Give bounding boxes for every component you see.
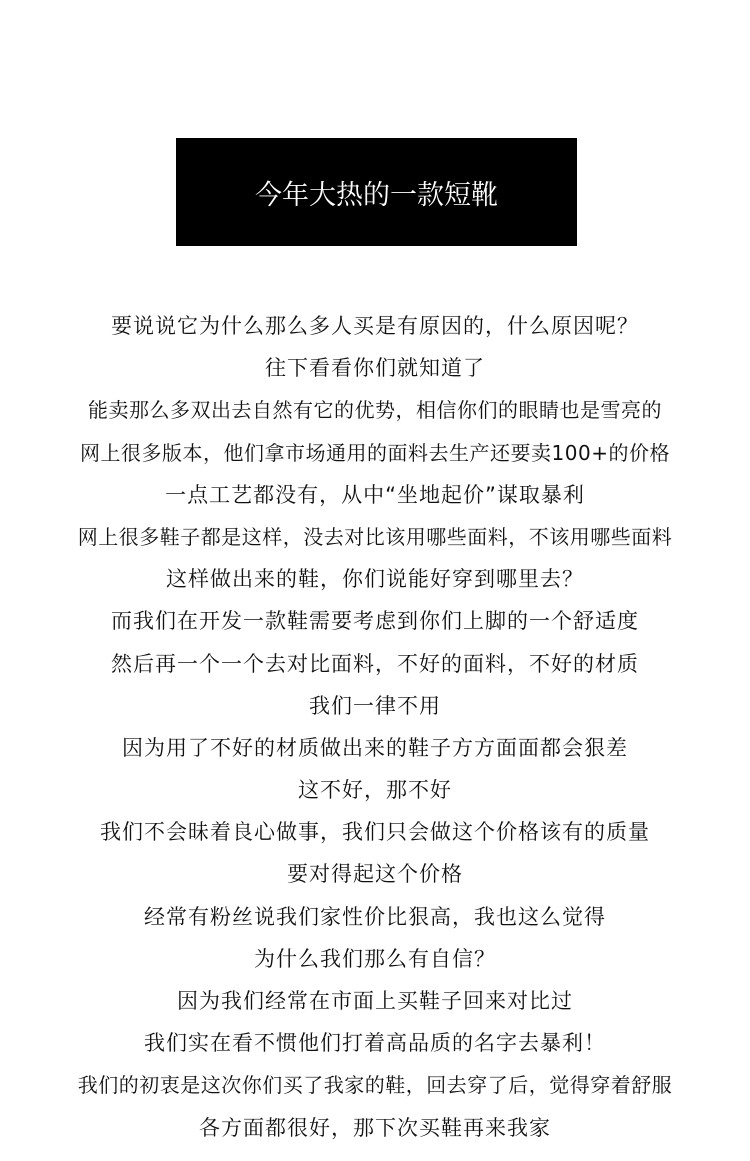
text-line: 因为我们经常在市面上买鞋子回来对比过 [177, 989, 573, 1013]
text-line: 然后再一个一个去对比面料，不好的面料，不好的材质 [111, 651, 639, 676]
text-line: 一点工艺都没有，从中“坐地起价”谋取暴利 [165, 482, 585, 507]
text-line: 而我们在开发一款鞋需要考虑到你们上脚的一个舒适度 [111, 609, 639, 634]
text-line: 我们的初衷是这次你们买了我家的鞋，回去穿了后，觉得穿着舒服 [77, 1073, 673, 1098]
text-line: 能卖那么多双出去自然有它的优势，相信你们的眼睛也是雪亮的 [88, 398, 662, 423]
text-line: 要对得起这个价格 [287, 862, 463, 887]
description-text-block [0, 305, 750, 1149]
text-line: 我们不会昧着良心做事，我们只会做这个价格该有的质量 [100, 820, 650, 845]
page-title: 今年大热的一款短靴 [255, 179, 498, 211]
text-line: 我们实在看不惯他们打着高品质的名字去暴利！ [144, 1031, 606, 1056]
text-line: 要说说它为什么那么多人买是有原因的，什么原因呢？ [111, 314, 639, 338]
text-line: 因为用了不好的材质做出来的鞋子方方面面都会狠差 [122, 735, 628, 760]
text-line: 这样做出来的鞋，你们说能好穿到哪里去？ [166, 567, 584, 592]
text-line: 网上很多鞋子都是这样，没去对比该用哪些面料，不该用哪些面料 [77, 524, 673, 549]
text-line: 我们一律不用 [309, 693, 441, 718]
text-line: 这不好，那不好 [298, 778, 452, 803]
text-line: 为什么我们那么有自信？ [254, 946, 496, 971]
text-line: 经常有粉丝说我们家性价比狠高，我也这么觉得 [144, 904, 606, 929]
text-line: 各方面都很好，那下次买鞋再来我家 [199, 1115, 551, 1140]
text-line: 往下看看你们就知道了 [265, 356, 485, 381]
title-banner [176, 138, 577, 246]
text-line: 网上很多版本，他们拿市场通用的面料去生产还要卖100+的价格 [80, 440, 670, 465]
